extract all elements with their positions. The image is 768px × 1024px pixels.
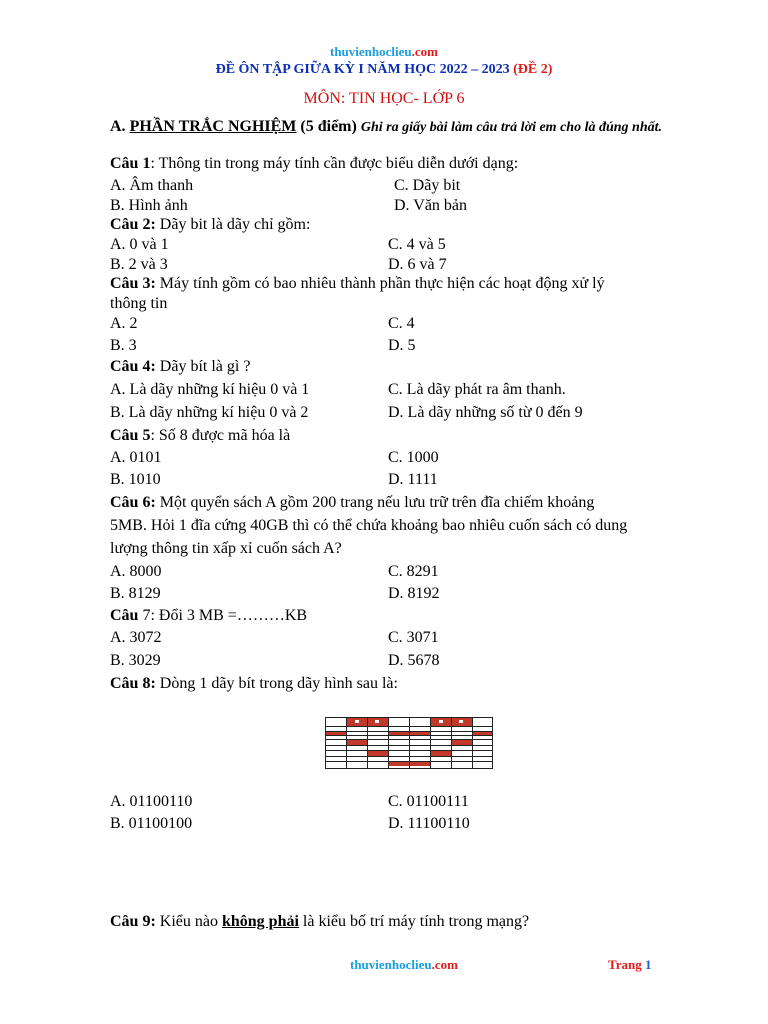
q2-option-b: B. 2 và 3 [110, 256, 168, 273]
section-name: PHẦN TRẮC NGHIỆM [129, 118, 297, 135]
q8-option-b: B. 01100100 [110, 815, 193, 832]
question-text: Một quyển sách A gồm 200 trang nếu lưu trữ trên đĩa chiếm khoảng [155, 494, 595, 511]
question-7 [110, 607, 710, 625]
q3-option-c: C. 4 [388, 315, 415, 332]
q2-option-d: D. 6 và 7 [388, 256, 447, 273]
exam-title-version: (ĐỀ 2) [513, 62, 553, 77]
q8-option-a: A. 01100110 [110, 793, 193, 810]
q2-option-a: A. 0 và 1 [110, 236, 169, 253]
page-label: Trang [608, 957, 645, 972]
exam-subject: MÔN: TIN HỌC- LỚP 6 [303, 90, 465, 107]
q6-option-d: D. 8192 [388, 585, 440, 602]
question-label: Câu 6: [110, 494, 156, 511]
question-emphasis: không phải [221, 913, 299, 930]
q5-option-d: D. 1111 [388, 471, 438, 488]
q7-option-d: D. 5678 [388, 652, 440, 669]
q6-option-b: B. 8129 [110, 585, 161, 602]
site-domain: .com [411, 44, 438, 59]
exam-title [0, 62, 768, 78]
page-number [608, 957, 651, 973]
question-text: : Số 8 được mã hóa là [150, 427, 291, 444]
question-label: Câu [110, 607, 139, 624]
question-label: Câu 9: [110, 913, 156, 930]
section-note: Ghi ra giấy bài làm câu trả lời em cho là đúng nhất. [360, 120, 662, 135]
question-8 [110, 675, 710, 693]
q1-option-d: D. Văn bản [394, 197, 468, 214]
question-label: Câu 4: [110, 358, 156, 375]
grid-cell-mark [355, 720, 359, 723]
section-heading [110, 118, 710, 136]
question-3 [110, 275, 710, 293]
q3-option-a: A. 2 [110, 315, 138, 332]
q3-option-b: B. 3 [110, 337, 137, 354]
question-text-end: là kiểu bố trí máy tính trong mạng? [298, 913, 530, 930]
site-name: thuvienhoclieu [330, 44, 412, 59]
question-6-cont2: lượng thông tin xấp xỉ cuốn sách A? [110, 540, 342, 557]
footer-site-name: thuvienhoclieu [350, 957, 432, 972]
q7-option-c: C. 3071 [388, 629, 439, 646]
question-text: Kiểu nào [155, 913, 222, 930]
page-num: 1 [644, 957, 652, 972]
question-label: Câu 2: [110, 216, 156, 233]
question-1 [110, 155, 710, 173]
section-points: (5 điểm) [300, 118, 357, 135]
footer-site-domain: .com [431, 957, 458, 972]
site-header [0, 44, 768, 60]
q1-option-c: C. Dãy bit [394, 177, 461, 194]
q5-option-a: A. 0101 [110, 449, 162, 466]
question-9 [110, 913, 710, 931]
q5-option-b: B. 1010 [110, 471, 161, 488]
question-text: 7: Đổi 3 MB =………KB [138, 607, 308, 624]
q8-option-c: C. 01100111 [388, 793, 469, 810]
q4-option-d: D. Là dãy những số từ 0 đến 9 [388, 404, 583, 421]
question-label: Câu 1 [110, 155, 151, 172]
q4-option-b: B. Là dãy những kí hiệu 0 và 2 [110, 404, 309, 421]
question-3-cont: thông tin [110, 295, 168, 312]
exam-title-main: ĐỀ ÔN TẬP GIỮA KỲ I NĂM HỌC 2022 – 2023 [215, 62, 510, 77]
question-label: Câu 5 [110, 427, 151, 444]
q7-option-b: B. 3029 [110, 652, 161, 669]
q1-option-b: B. Hình ảnh [110, 197, 188, 214]
grid-cell-mark [375, 720, 379, 723]
question-text: Dòng 1 dãy bít trong dãy hình sau là: [155, 675, 398, 692]
question-text: : Thông tin trong máy tính cần được biểu diễn dưới dạng: [150, 155, 519, 172]
q7-option-a: A. 3072 [110, 629, 162, 646]
bit-grid-figure [325, 717, 493, 769]
q5-option-c: C. 1000 [388, 449, 439, 466]
grid-cell-mark [459, 720, 463, 723]
question-6 [110, 494, 710, 512]
question-label: Câu 3: [110, 275, 156, 292]
q1-option-a: A. Âm thanh [110, 177, 194, 194]
question-4 [110, 358, 710, 376]
q4-option-c: C. Là dãy phát ra âm thanh. [388, 381, 566, 398]
q4-option-a: A. Là dãy những kí hiệu 0 và 1 [110, 381, 310, 398]
question-5 [110, 427, 710, 445]
question-text: Dãy bit là dãy chỉ gồm: [155, 216, 311, 233]
q8-option-d: D. 11100110 [388, 815, 470, 832]
q6-option-a: A. 8000 [110, 563, 162, 580]
footer-site [350, 957, 458, 973]
question-text: Máy tính gồm có bao nhiêu thành phần thực hiện các hoạt động xử lý [155, 275, 605, 292]
grid-cell-mark [439, 720, 443, 723]
q6-option-c: C. 8291 [388, 563, 439, 580]
q3-option-d: D. 5 [388, 337, 416, 354]
question-text: Dãy bít là gì ? [155, 358, 251, 375]
q2-option-c: C. 4 và 5 [388, 236, 446, 253]
question-label: Câu 8: [110, 675, 156, 692]
section-prefix: A. [110, 118, 126, 135]
question-6-cont: 5MB. Hỏi 1 đĩa cứng 40GB thì có thể chứa khoảng bao nhiêu cuốn sách có dung [110, 517, 628, 534]
question-2 [110, 216, 710, 234]
